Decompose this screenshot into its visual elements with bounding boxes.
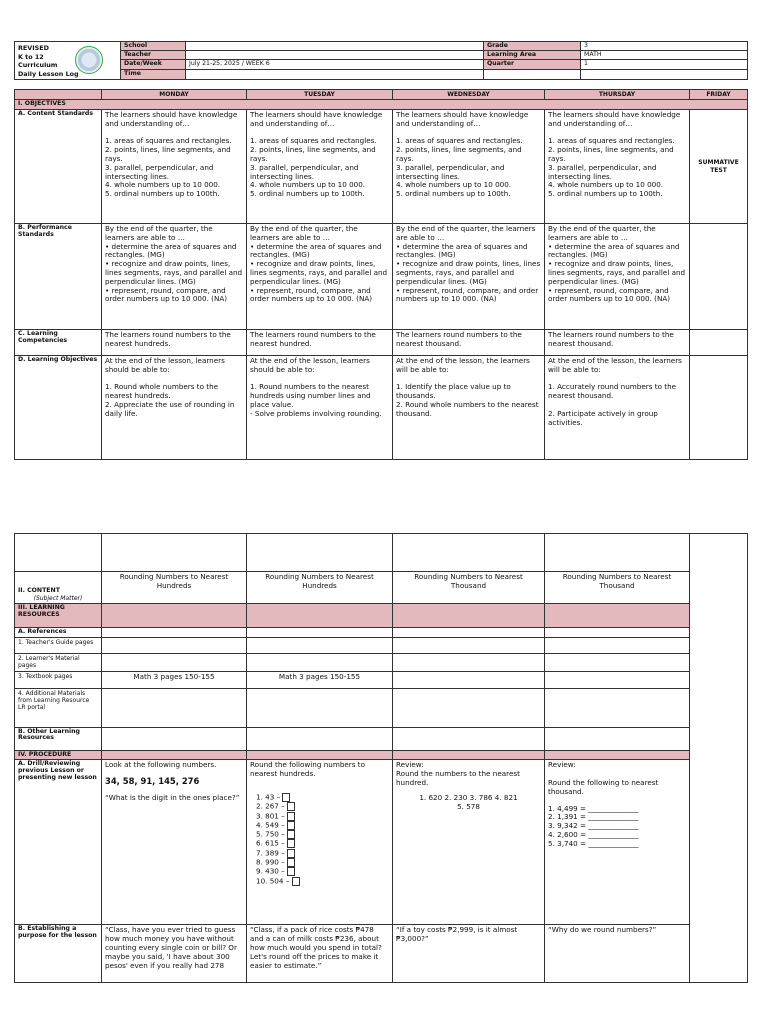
objectives-thu: At the end of the lesson, the learners will be able to: 1. Accurately round numbers to the nearest thousand. 2. Participate actively in group activities.: [545, 356, 690, 460]
performance-standards-wed: By the end of the quarter, the learners are able to … • determine the area of squares and rectangles. (MG) • recognize and draw points, lines, lines segments, rays, and parallel and perpendicular lines. (MG) • represent, round, compare, and order numbers up to 10 000. (NA): [393, 224, 545, 330]
header-table: [14, 41, 748, 80]
content-title-mon: Rounding Numbers to Nearest Hundreds: [102, 572, 247, 604]
purpose-mon: “Class, have you ever tried to guess how much money you have without counting every single coin or bill? Or maybe you said, 'I have about 300 pesos' even if you really had 278: [102, 925, 247, 983]
label-drill: A. Drill/Reviewing previous Lesson or presenting new lesson: [15, 760, 102, 925]
quarter-value[interactable]: 1: [581, 60, 748, 70]
drill-tue: [247, 760, 393, 925]
drill-mon-numbers: 34, 58, 91, 145, 276: [105, 776, 200, 787]
lesson-table-procedure: [14, 533, 748, 983]
purpose-thu: “Why do we round numbers?”: [545, 925, 690, 983]
date-value[interactable]: July 21-25, 2025 / WEEK 6: [186, 60, 484, 70]
drill-tue-list: [256, 793, 389, 886]
label-content: [15, 572, 102, 604]
date-label: Date/Week: [121, 60, 186, 70]
blank-box-icon: [287, 821, 295, 830]
textbook-tue: Math 3 pages 150-155: [247, 671, 393, 688]
performance-standards-mon: By the end of the quarter, the learners are able to … • determine the area of squares and rectangles. (MG) • recognize and draw points, lines, lines segments, rays, and parallel and perpendicular lines. (MG) • represent, round, compare, and order numbers up to 10 000. (NA): [102, 224, 247, 330]
content-standards-wed: The learners should have knowledge and understanding of… 1. areas of squares and rectangles. 2. points, lines, line segments, and rays. 3. parallel, perpendicular, and intersecting lines. 4. whole numbers up to 10 000. 5. ordinal numbers up to 100th.: [393, 110, 545, 224]
drill-mon: [102, 760, 247, 925]
textbook-mon: Math 3 pages 150-155: [102, 671, 247, 688]
content-standards-mon: The learners should have knowledge and understanding of… 1. areas of squares and rectangles. 2. points, lines, line segments, and rays. 3. parallel, perpendicular, and intersecting lines. 4. whole numbers up to 10 000. 5. ordinal numbers up to 100th.: [102, 110, 247, 224]
content-heading: II. CONTENT: [18, 586, 60, 594]
drill-thu-intro: Review: Round the following to nearest thousand.: [548, 760, 659, 796]
drill-wed: [393, 760, 545, 925]
day-header-thursday: THURSDAY: [545, 90, 690, 100]
blank-box-icon: [287, 858, 295, 867]
label-purpose: B. Establishing a purpose for the lesson: [15, 925, 102, 983]
competency-mon: The learners round numbers to the nearest hundreds.: [102, 330, 247, 356]
blank-box-icon: [287, 839, 295, 848]
blank-box-icon: [292, 877, 300, 886]
objectives-mon: At the end of the lesson, learners should be able to: 1. Round whole numbers to the nearest hundreds. 2. Appreciate the use of rounding in daily life.: [102, 356, 247, 460]
list-item: 1. 43 –: [256, 793, 389, 802]
time-label: Time: [121, 70, 186, 80]
list-item: 3. 9,342 = ______________: [548, 821, 639, 831]
list-item: 3. 801 –: [256, 812, 389, 821]
label-textbook-pages: 3. Textbook pages: [15, 671, 102, 688]
drill-thu-list: [548, 805, 686, 849]
purpose-tue: “Class, if a pack of rice costs ₱478 and a can of milk costs ₱236, about how much would you spend in total? Let's round off the prices to make it easier to estimate.”: [247, 925, 393, 983]
label-references: A. References: [15, 628, 102, 638]
teacher-value[interactable]: [186, 51, 484, 60]
performance-standards-thu: By the end of the quarter, the learners are able to … • determine the area of squares and rectangles. (MG) • recognize and draw points, lines, lines segments, rays, and parallel and perpendicular lines. (MG) • represent, round, compare, and order numbers up to 10 000. (NA): [545, 224, 690, 330]
list-item: 5. 750 –: [256, 830, 389, 839]
blank-box-icon: [282, 793, 290, 802]
blank-box-icon: [287, 867, 295, 876]
time-value[interactable]: [186, 70, 484, 80]
list-item: 4. 2,600 = ______________: [548, 829, 639, 839]
org-line: Daily Lesson Log: [18, 69, 79, 78]
org-line: K to 12: [18, 52, 44, 61]
list-item: 2. 267 –: [256, 802, 389, 811]
day-header-tuesday: TUESDAY: [247, 90, 393, 100]
deped-seal-logo: [75, 46, 103, 74]
drill-tue-intro: Round the following numbers to nearest hundreds.: [250, 760, 365, 779]
teacher-label: Teacher: [121, 51, 186, 60]
list-item: 4. 549 –: [256, 821, 389, 830]
content-standards-tue: The learners should have knowledge and understanding of… 1. areas of squares and rectangles. 2. points, lines, line segments, and rays. 3. parallel, perpendicular, and intersecting lines. 4. whole numbers up to 10 000. 5. ordinal numbers up to 100th.: [247, 110, 393, 224]
day-header-monday: MONDAY: [102, 90, 247, 100]
day-header-wednesday: WEDNESDAY: [393, 90, 545, 100]
area-value[interactable]: MATH: [581, 51, 748, 60]
competency-thu: The learners round numbers to the nearest thousand.: [545, 330, 690, 356]
purpose-wed: “If a toy costs ₱2,999, is it almost ₱3,000?”: [393, 925, 545, 983]
label-additional-materials: 4. Additional Materials from Learning Resource LR portal: [15, 688, 102, 727]
list-item: 7. 389 –: [256, 849, 389, 858]
area-label: Learning Area: [484, 51, 581, 60]
label-learners-material: 2. Learner's Material pages: [15, 654, 102, 672]
label-other-resources: B. Other Learning Resources: [15, 727, 102, 750]
list-item: 9. 430 –: [256, 867, 389, 876]
lesson-table-objectives: [14, 89, 748, 460]
competency-tue: The learners round numbers to the nearest hundred.: [247, 330, 393, 356]
content-title-thu: Rounding Numbers to Nearest Thousand: [545, 572, 690, 604]
label-performance-standards: B. Performance Standards: [15, 224, 102, 330]
drill-wed-intro: Review: Round the numbers to the nearest hundred.: [396, 760, 520, 787]
grade-value[interactable]: 3: [581, 42, 748, 51]
org-block: [15, 42, 121, 80]
school-value[interactable]: [186, 42, 484, 51]
list-item: 8. 990 –: [256, 858, 389, 867]
list-item: 10. 504 –: [256, 877, 389, 886]
blank-box-icon: [287, 812, 295, 821]
label-content-standards: A. Content Standards: [15, 110, 102, 224]
list-item: 1. 4,499 = ______________: [548, 803, 639, 813]
label-teachers-guide: 1. Teacher's Guide pages: [15, 638, 102, 654]
label-learning-objectives: D. Learning Objectives: [15, 356, 102, 460]
objectives-wed: At the end of the lesson, the learners will be able to: 1. Identify the place value up to thousands. 2. Round whole numbers to the nearest thousand.: [393, 356, 545, 460]
drill-mon-intro: Look at the following numbers.: [105, 760, 217, 770]
day-header-friday: FRIDAY: [690, 90, 748, 100]
blank-box-icon: [287, 802, 295, 811]
list-item: 5. 3,740 = ______________: [548, 838, 639, 848]
org-line: REVISED: [18, 44, 49, 52]
content-title-tue: Rounding Numbers to Nearest Hundreds: [247, 572, 393, 604]
blank-box-icon: [287, 830, 295, 839]
school-label: School: [121, 42, 186, 51]
label-competencies: C. Learning Competencies: [15, 330, 102, 356]
objectives-tue: At the end of the lesson, learners should be able to: 1. Round numbers to the nearest hundreds using number lines and place value. - Solve problems involving rounding.: [247, 356, 393, 460]
grade-label: Grade: [484, 42, 581, 51]
drill-thu: [545, 760, 690, 925]
content-subheading: (Subject Matter): [33, 594, 83, 602]
content-title-wed: Rounding Numbers to Nearest Thousand: [393, 572, 545, 604]
section-objectives: I. OBJECTIVES: [15, 100, 748, 110]
list-item: 2. 1,391 = ______________: [548, 812, 639, 822]
section-resources: III. LEARNING RESOURCES: [15, 604, 102, 628]
content-standards-thu: The learners should have knowledge and understanding of… 1. areas of squares and rectangles. 2. points, lines, line segments, and rays. 3. parallel, perpendicular, and intersecting lines. 4. whole numbers up to 10 000. 5. ordinal numbers up to 100th.: [545, 110, 690, 224]
drill-wed-items: 1. 620 2. 230 3. 786 4. 821 5. 578: [419, 792, 518, 811]
competency-wed: The learners round numbers to the nearest thousand.: [393, 330, 545, 356]
drill-mon-question: “What is the digit in the ones place?”: [105, 793, 240, 803]
section-procedure: IV. PROCEDURE: [15, 750, 102, 760]
org-line: Curriculum: [18, 61, 58, 70]
performance-standards-tue: By the end of the quarter, the learners are able to … • determine the area of squares and rectangles. (MG) • recognize and draw points, lines, lines segments, rays, and parallel and perpendicular lines. (MG) • represent, round, compare, and order numbers up to 10 000. (NA): [247, 224, 393, 330]
quarter-label: Quarter: [484, 60, 581, 70]
list-item: 6. 615 –: [256, 839, 389, 848]
blank-box-icon: [287, 849, 295, 858]
friday-summative-test: SUMMATIVE TEST: [690, 110, 748, 224]
